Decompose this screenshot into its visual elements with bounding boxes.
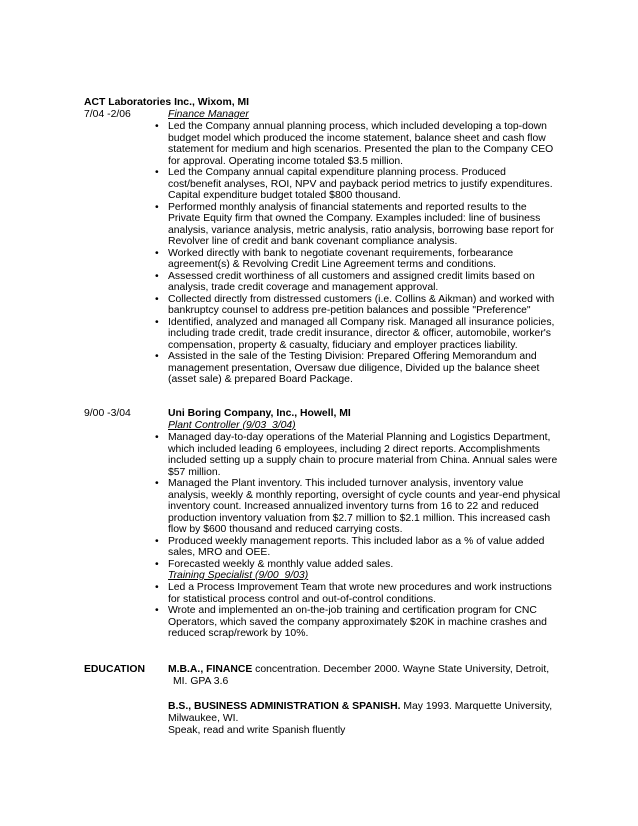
bullet-line: which included leading 6 employees, including 2 direct reports. Accomplishments bbox=[168, 443, 540, 455]
bullet-line: • Led a Process Improvement Team that wrote new procedures and work instructions bbox=[168, 582, 552, 593]
job1-company: ACT Laboratories Inc., Wixom, MI bbox=[84, 97, 250, 108]
bullet-item bbox=[151, 316, 555, 352]
bullet-item bbox=[151, 121, 554, 167]
bullet-line: statement for medium and high scenarios. Presented the plan to the Company CEO bbox=[168, 144, 554, 155]
bullet-line: • Led the Company annual planning process, which included developing a top-down bbox=[168, 121, 547, 132]
bullet-item bbox=[151, 432, 558, 478]
job2-title-plant-controller: Plant Controller (9/03_3/04) bbox=[168, 420, 296, 431]
bullet-line: flow by $600 thousand and reduced carrying costs. bbox=[168, 524, 403, 535]
bullet-line: reduced scrap/rework by 10%. bbox=[168, 628, 309, 639]
bullet-line: production inventory valuation from $2.7 million to $2.1 million. This increased cash bbox=[168, 512, 551, 524]
bullet-line: including trade credit, trade credit insurance, director & officer, automobile, worker's bbox=[168, 328, 551, 339]
bullet-line: inventory count. Increased annualized inventory turns from 16 to 22 and reduced bbox=[168, 501, 539, 512]
job1-title: Finance Manager bbox=[168, 109, 249, 120]
bullet-item bbox=[151, 582, 551, 605]
bullet-line: • Managed the Plant inventory. This included turnover analysis, inventory value bbox=[168, 478, 524, 489]
job1-dates: 7/04 -2/06 bbox=[84, 109, 131, 120]
bullet-line: Revolver line of credit and bank covenant compliance analysis. bbox=[168, 236, 458, 247]
bullet-line: analysis, variance analysis, metric analysis, ratio analysis, borrowing base report for bbox=[168, 224, 554, 236]
bullet-line: • Collected directly from distressed customers (i.e. Collins & Aikman) and worked with bbox=[168, 293, 555, 305]
job2-bullet-list-1 bbox=[151, 432, 561, 570]
bullet-line: • Wrote and implemented an on-the-job training and certification program for CNC bbox=[168, 605, 537, 616]
bullet-item bbox=[151, 271, 551, 294]
bs-degree: B.S., BUSINESS ADMINISTRATION & SPANISH. bbox=[168, 701, 401, 712]
bullet-line: • Forecasted weekly & monthly value added sales. bbox=[168, 558, 394, 570]
bullet-line: • Identified, analyzed and managed all Company risk. Managed all insurance policies, bbox=[168, 316, 555, 328]
bullet-line: • Produced weekly management reports. This included labor as a % of value added bbox=[168, 535, 545, 547]
bullet-line: agreement(s) & Revolving Credit Line Agreement terms and conditions. bbox=[168, 259, 497, 270]
job2-bullet-list-2 bbox=[151, 582, 551, 640]
bullet-line: • Worked directly with bank to negotiate covenant requirements, forbearance bbox=[168, 247, 514, 259]
bullet-line: compensation, property & casualty, fiduciary and employer practices liability. bbox=[168, 339, 518, 351]
bullet-line: Operators, which saved the company approximately $20K in machine crashes and bbox=[168, 616, 547, 628]
bullet-item bbox=[151, 478, 561, 536]
bullet-line: Private Equity firm that owned the Company. Examples included: line of business bbox=[168, 213, 541, 224]
bullet-item bbox=[151, 201, 554, 248]
bullet-item bbox=[151, 605, 551, 640]
bullet-line: (asset sale) & prepared Board Package. bbox=[168, 374, 353, 385]
bullet-line: • Assisted in the sale of the Testing Division: Prepared Offering Memorandum and bbox=[168, 351, 537, 362]
bullet-line: analysis, trade credit coverage and management approval. bbox=[168, 282, 439, 293]
bullet-line: sales, MRO and OEE. bbox=[168, 547, 271, 558]
mba-line-2: MI. GPA 3.6 bbox=[173, 676, 229, 687]
bullet-line: • Performed monthly analysis of financial statements and reported results to the bbox=[168, 201, 527, 213]
bullet-line: cost/benefit analyses, ROI, NPV and payback period metrics to justify expenditures. bbox=[168, 178, 553, 190]
bullet-line: bankruptcy counsel to address pre-petition balances and possible "Preference" bbox=[168, 305, 531, 316]
bullet-item bbox=[151, 536, 551, 559]
bullet-line: $57 million. bbox=[168, 466, 221, 478]
mba-details: concentration. December 2000. Wayne State University, Detroit, bbox=[252, 664, 550, 675]
bs-details: May 1993. Marquette University, bbox=[400, 701, 553, 712]
job1-bullet-list bbox=[151, 121, 555, 386]
education-heading: EDUCATION bbox=[84, 664, 145, 675]
job2-company: Uni Boring Company, Inc., Howell, MI bbox=[168, 408, 351, 419]
bullet-line: included setting up a supply chain to procure material from China. Annual sales were bbox=[168, 455, 558, 466]
bullet-line: • Led the Company annual capital expenditure planning process. Produced bbox=[168, 167, 506, 178]
bullet-item bbox=[151, 351, 551, 386]
bs-line-3: Speak, read and write Spanish fluently bbox=[168, 725, 346, 736]
bullet-item bbox=[151, 248, 551, 271]
bs-line bbox=[168, 701, 552, 713]
bullet-line: Capital expenditure budget totaled $800 thousand. bbox=[168, 190, 401, 201]
job2-title-training-specialist: Training Specialist (9/00_9/03) bbox=[168, 570, 309, 581]
job2-dates: 9/00 -3/04 bbox=[84, 408, 131, 419]
mba-line bbox=[168, 664, 549, 676]
bullet-line: • Managed day-to-day operations of the Material Planning and Logistics Department, bbox=[168, 432, 551, 443]
bullet-line: budget model which produced the income statement, balance sheet and cash flow bbox=[168, 132, 546, 144]
bullet-line: for approval. Operating income totaled $3.5 million. bbox=[168, 155, 404, 167]
bullet-line: • Assessed credit worthiness of all customers and assigned credit limits based on bbox=[168, 270, 535, 282]
bs-line-2: Milwaukee, WI. bbox=[168, 713, 239, 724]
bullet-item bbox=[151, 293, 555, 317]
bullet-item bbox=[151, 559, 551, 571]
bullet-item bbox=[151, 167, 551, 202]
bullet-line: analysis, weekly & monthly reporting, oversight of cycle counts and year-end physical bbox=[168, 489, 561, 501]
mba-degree: M.B.A., FINANCE bbox=[168, 664, 253, 675]
bullet-line: for statistical process control and out-of-control conditions. bbox=[168, 593, 436, 605]
bullet-line: management presentation, Oversaw due diligence, Divided up the balance sheet bbox=[168, 362, 540, 374]
